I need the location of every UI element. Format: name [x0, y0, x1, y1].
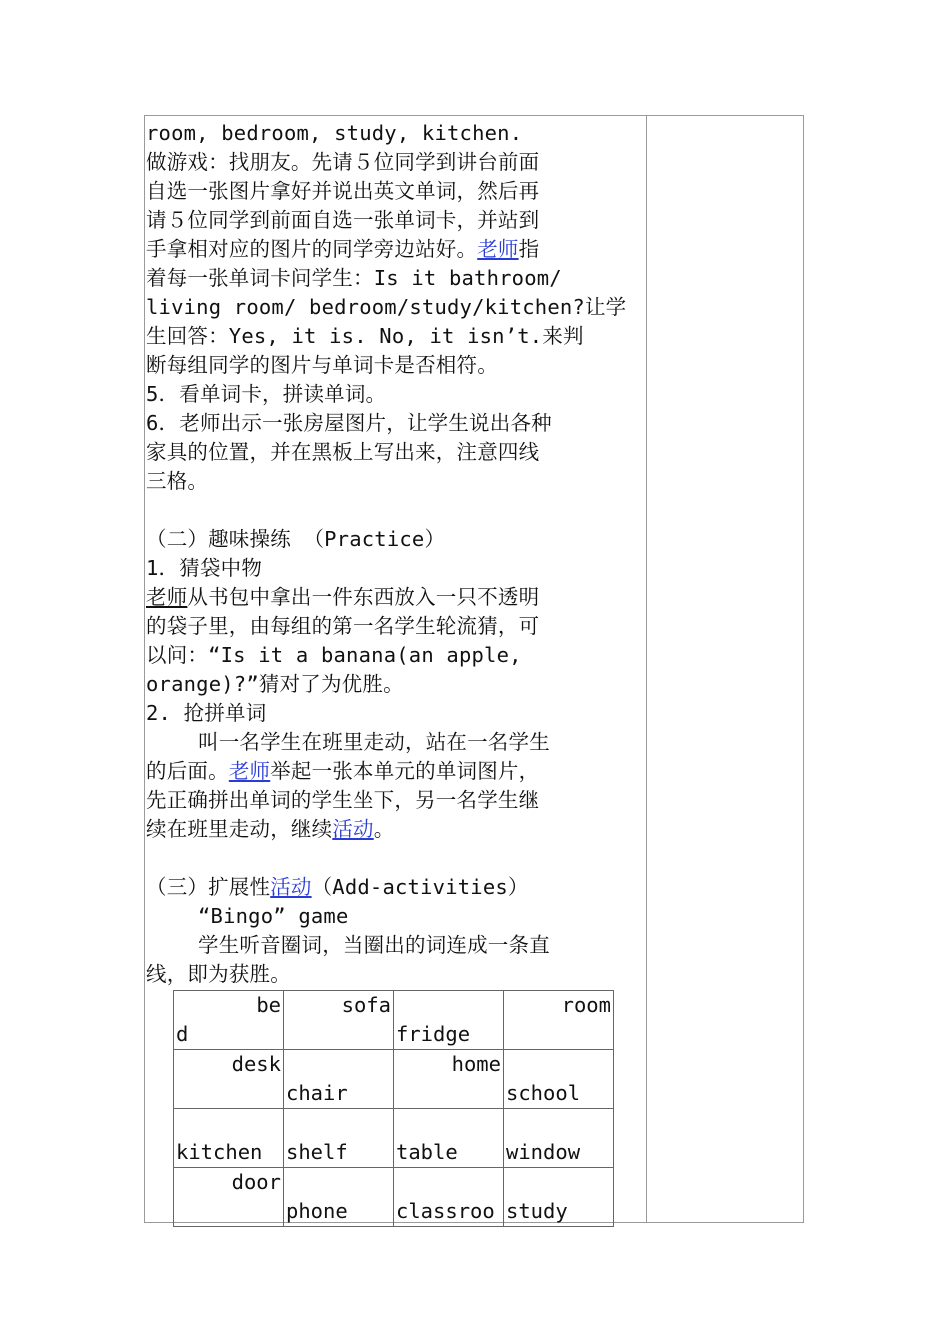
text-line: 断每组同学的图片与单词卡是否相符。: [146, 353, 498, 377]
teacher-link[interactable]: 老师: [146, 585, 188, 609]
blank-line: [146, 496, 646, 525]
bingo-cell: be d: [174, 991, 284, 1050]
bingo-cell: chair: [284, 1050, 394, 1109]
text-line: [146, 235, 646, 264]
text-line: 1．猜袋中物: [146, 556, 263, 580]
bingo-cell: shelf: [284, 1109, 394, 1168]
text-segment: 指: [518, 237, 540, 261]
text-segment: 续在班里走动，继续: [146, 817, 333, 841]
text-line: 先正确拼出单词的学生坐下，另一名学生继: [146, 788, 540, 812]
teacher-link[interactable]: 老师: [228, 759, 271, 783]
text-line: [146, 757, 646, 786]
bingo-row: [174, 1109, 614, 1168]
text-line: “Bingo” game: [198, 904, 349, 928]
text-segment: 举起一张本单元的单词图片，: [270, 759, 540, 783]
text-line: 自选一张图片拿好并说出英文单词，然后再: [146, 179, 540, 203]
text-segment: （三）扩展性: [146, 875, 271, 899]
text-line: 6．老师出示一张房屋图片，让学生说出各种: [146, 411, 552, 435]
text-line: 三格。: [146, 469, 209, 493]
text-line: living room/ bedroom/study/kitchen?让学: [146, 295, 627, 319]
bingo-row: [174, 1050, 614, 1109]
bingo-cell: home: [394, 1050, 504, 1109]
activity-link[interactable]: 活动: [270, 875, 312, 899]
blank-line: [146, 844, 646, 873]
section-heading-extension: [146, 873, 646, 902]
teacher-link[interactable]: 老师: [477, 237, 519, 261]
text-line: 家具的位置，并在黑板上写出来，注意四线: [146, 440, 540, 464]
text-line: room, bedroom, study, kitchen.: [146, 121, 523, 145]
text-line: 生回答：Yes, it is. No, it isn’t.来判: [146, 324, 584, 348]
bingo-row: [174, 1168, 614, 1227]
bingo-cell: fridge: [394, 991, 504, 1050]
text-line: 5．看单词卡，拼读单词。: [146, 382, 387, 406]
text-line: [146, 583, 646, 612]
bingo-row: [174, 991, 614, 1050]
text-segment: 的后面。: [146, 759, 229, 783]
text-segment: 手拿相对应的图片的同学旁边站好。: [146, 237, 478, 261]
bingo-cell: window: [504, 1109, 614, 1168]
bingo-cell: sofa: [284, 991, 394, 1050]
bingo-table: [173, 990, 614, 1227]
text-line: orange)?”猜对了为优胜。: [146, 672, 404, 696]
bingo-cell: desk: [174, 1050, 284, 1109]
bingo-cell: table: [394, 1109, 504, 1168]
bingo-cell: door: [174, 1168, 284, 1227]
lesson-content: [146, 119, 646, 989]
text-line: 的袋子里，由每组的第一名学生轮流猜，可: [146, 614, 540, 638]
text-line: 线，即为获胜。: [146, 962, 291, 986]
text-segment: 从书包中拿出一件东西放入一只不透明: [187, 585, 540, 609]
text-line: 以问：“Is it a banana(an apple,: [146, 643, 522, 667]
text-line: 请５位同学到前面自选一张单词卡，并站到: [146, 208, 540, 232]
text-line: 2. 抢拼单词: [146, 701, 267, 725]
bingo-cell: school: [504, 1050, 614, 1109]
bingo-cell: room: [504, 991, 614, 1050]
text-segment: 。: [373, 817, 395, 841]
text-line: 叫一名学生在班里走动，站在一名学生: [198, 730, 550, 754]
bingo-cell: kitchen: [174, 1109, 284, 1168]
bingo-cell: classroo: [394, 1168, 504, 1227]
text-line: 着每一张单词卡问学生：Is it bathroom/: [146, 266, 562, 290]
text-line: [146, 815, 646, 844]
activity-link[interactable]: 活动: [332, 817, 374, 841]
text-line: 学生听音圈词，当圈出的词连成一条直: [198, 933, 550, 957]
bingo-cell: phone: [284, 1168, 394, 1227]
column-divider: [646, 115, 647, 1223]
bingo-cell: study: [504, 1168, 614, 1227]
section-heading-practice: （二）趣味操练 （Practice）: [146, 527, 446, 551]
text-segment: （Add-activities）: [311, 875, 529, 899]
text-line: 做游戏：找朋友。先请５位同学到讲台前面: [146, 150, 540, 174]
